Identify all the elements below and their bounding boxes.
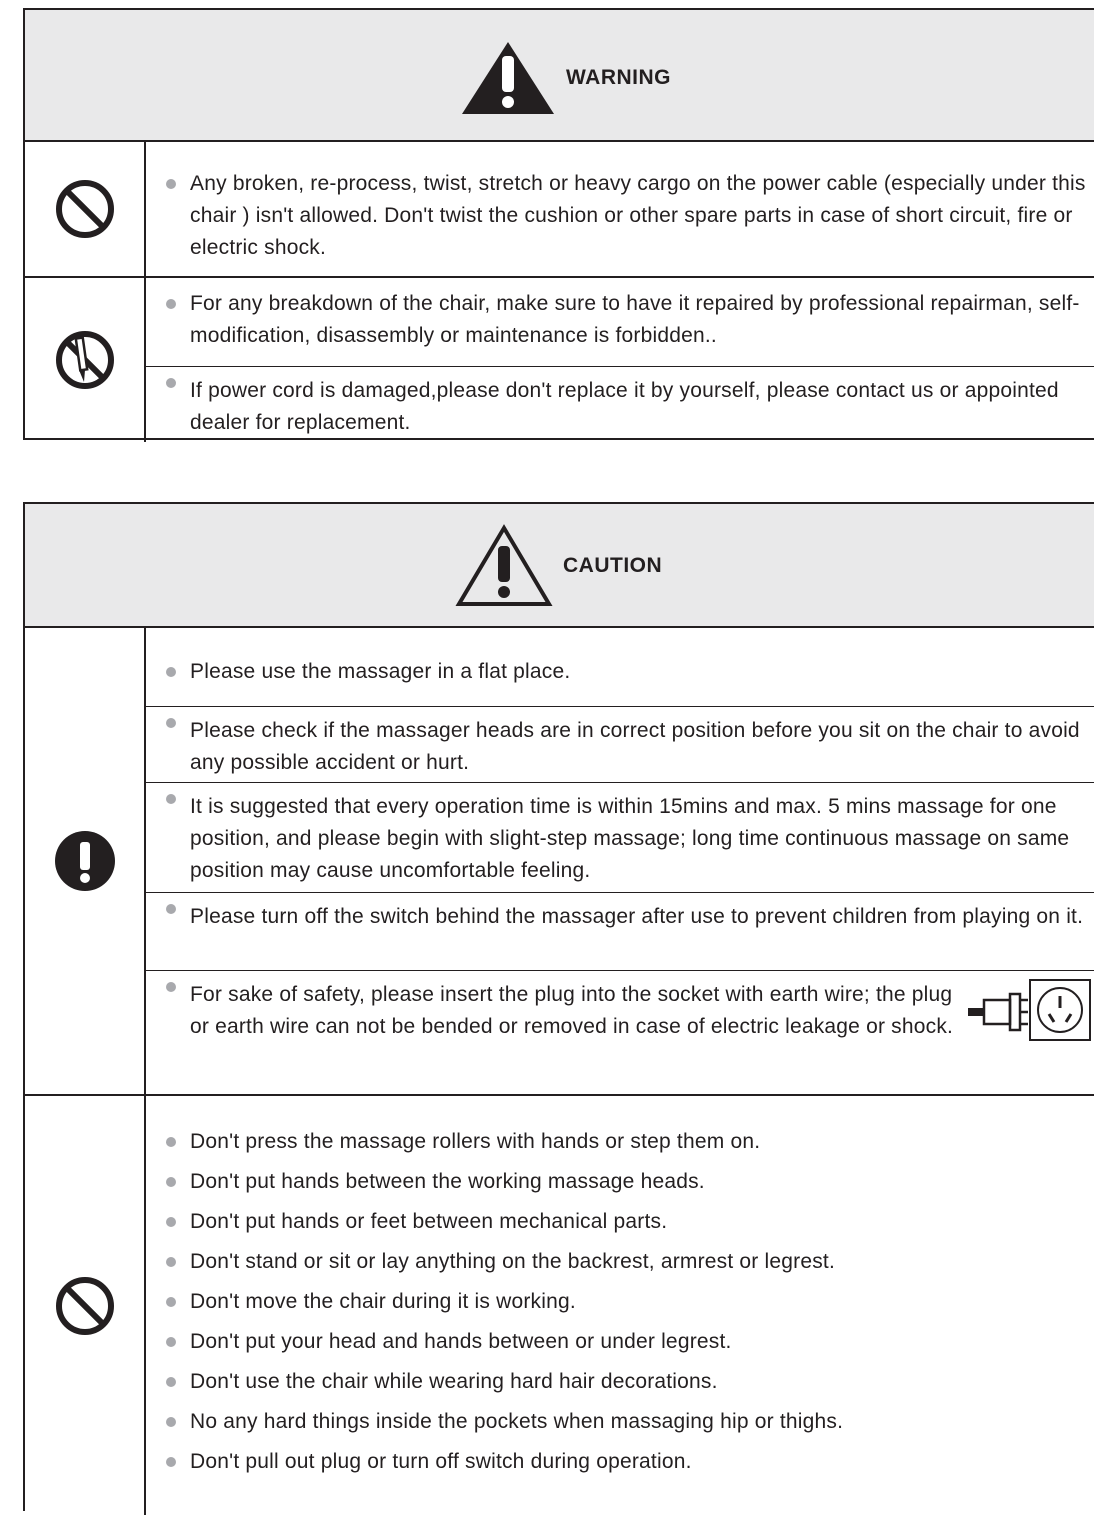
exclamation-icon	[54, 830, 116, 892]
no-disassembly-icon	[53, 328, 117, 392]
list-item: For any breakdown of the chair, make sure to have it repaired by professional repairman, self-modification, disassembly or maintenance is forbidden..	[146, 288, 1094, 368]
caution-box	[23, 502, 1094, 1511]
list-item: Don't put your head and hands between or under legrest.	[190, 1326, 732, 1358]
list-item: Don't press the massage rollers with hands or step them on.	[190, 1126, 760, 1158]
warning-row-1	[25, 142, 1094, 276]
caution-triangle-icon	[455, 524, 553, 608]
list-item: Don't stand or sit or lay anything on the backrest, armrest or legrest.	[190, 1246, 835, 1278]
prohibition-icon	[53, 1274, 117, 1338]
list-item: Please check if the massager heads are in correct position before you sit on the chair to avoid any possible accident or hurt.	[146, 706, 1094, 779]
list-item: Don't pull out plug or turn off switch during operation.	[190, 1446, 692, 1478]
list-item: Don't move the chair during it is working.	[190, 1286, 576, 1318]
list-item: If power cord is damaged,please don't replace it by yourself, please contact us or appointed dealer for replacement.	[146, 366, 1094, 439]
list-item: Don't put hands between the working massage heads.	[190, 1166, 705, 1198]
caution-header	[25, 504, 1094, 628]
list-item: No any hard things inside the pockets when massaging hip or thighs.	[190, 1406, 843, 1438]
caution-row-2	[25, 1094, 1094, 1515]
list-item: Don't put hands or feet between mechanical parts.	[190, 1206, 667, 1238]
warning-triangle-icon	[460, 40, 556, 116]
list-item: It is suggested that every operation time is within 15mins and max. 5 mins massage for one position, and please begin with slight-step massage; long time continuous massage on same position may cause uncomfortable feeling.	[146, 782, 1094, 887]
list-item: Any broken, re-process, twist, stretch or heavy cargo on the power cable (especially under this chair ) isn't allowed. Don't twist the cushion or other spare parts in case of short circuit, fire or electric shock.	[146, 168, 1094, 264]
list-item: Please turn off the switch behind the massager after use to prevent children from playing on it.	[146, 892, 1094, 933]
list-item: Please use the massager in a flat place.	[146, 656, 1094, 688]
warning-row-2	[25, 276, 1094, 442]
list-item: For sake of safety, please insert the plug into the socket with earth wire; the plug or earth wire can not be bended or removed in case of electric leakage or shock.	[146, 970, 1094, 1043]
warning-title: WARNING	[566, 66, 671, 89]
warning-header	[25, 10, 1094, 142]
list-item: Don't use the chair while wearing hard hair decorations.	[190, 1366, 718, 1398]
prohibition-icon	[53, 177, 117, 241]
warning-box	[23, 8, 1094, 440]
plug-socket-icon	[962, 978, 1092, 1042]
caution-title: CAUTION	[563, 554, 663, 577]
caution-row-1	[25, 628, 1094, 1094]
